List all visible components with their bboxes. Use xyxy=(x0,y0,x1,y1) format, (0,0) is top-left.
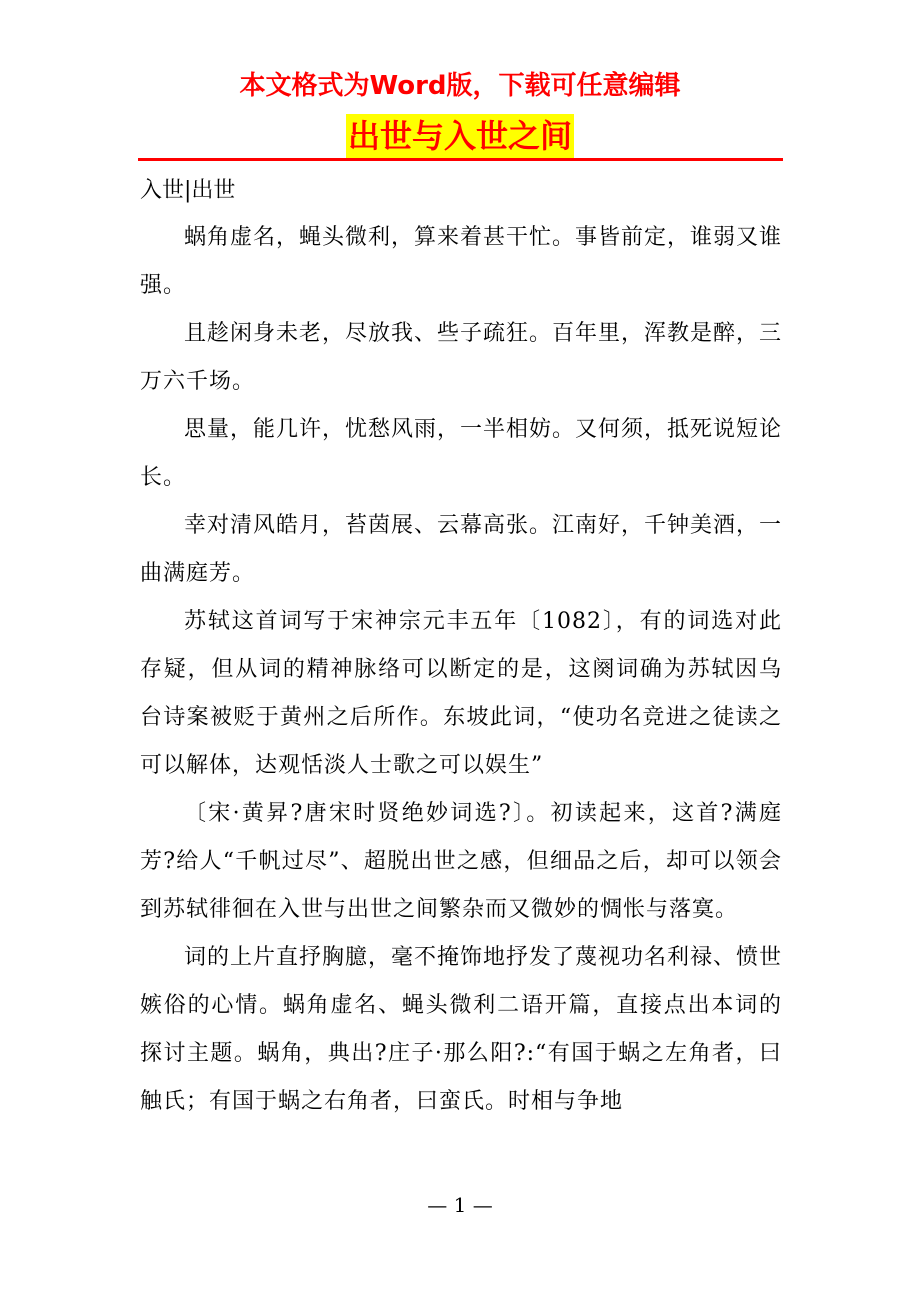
poem-line-1: 蜗角虚名，蝇头微利，算来着甚干忙。事皆前定，谁弱又谁强。 xyxy=(140,225,783,298)
body-paragraph-1: 苏轼这首词写于宋神宗元丰五年〔1082〕，有的词选对此存疑，但从词的精神脉络可以断定的是，这阕词确为苏轼因乌台诗案被贬于黄州之后所作。东坡此词，“使功名竞进之徒读之可以解体，达观恬淡人士歌之可以娱生” xyxy=(140,609,782,778)
title-container xyxy=(0,114,920,158)
body-paragraph-2: 〔宋·黄昇?唐宋时贤绝妙词选?〕。初读起来，这首?满庭芳?给人“千帆过尽”、超脱出世之感，但细品之后，却可以领会到苏轼徘徊在入世与出世之间繁杂而又微妙的惆怅与落寞。 xyxy=(140,801,782,922)
category-label: 入世|出世 xyxy=(140,178,236,203)
poem-line-4: 幸对清风皓月，苔茵展、云幕高张。江南好，千钟美酒，一曲满庭芳。 xyxy=(140,513,783,586)
document-body xyxy=(140,168,782,1126)
poem-line-2: 且趁闲身未老，尽放我、些子疏狂。百年里，浑教是醉，三万六千场。 xyxy=(140,321,783,394)
page-number: — 1 — xyxy=(427,1193,493,1217)
poem-line-3: 思量，能几许，忧愁风雨，一半相妨。又何须，抵死说短论长。 xyxy=(140,417,783,490)
format-notice: 本文格式为Word版，下载可任意编辑 xyxy=(239,71,681,101)
document-title: 出世与入世之间 xyxy=(346,114,574,158)
body-paragraph-3: 词的上片直抒胸臆，毫不掩饰地抒发了蔑视功名利禄、愤世嫉俗的心情。蜗角虚名、蝇头微利二语开篇，直接点出本词的探讨主题。蜗角，典出?庄子·那么阳?:“有国于蜗之左角者，曰触氏；有国于蜗之右角者，曰蛮氏。时相与争地 xyxy=(140,945,783,1114)
title-divider xyxy=(138,158,783,161)
